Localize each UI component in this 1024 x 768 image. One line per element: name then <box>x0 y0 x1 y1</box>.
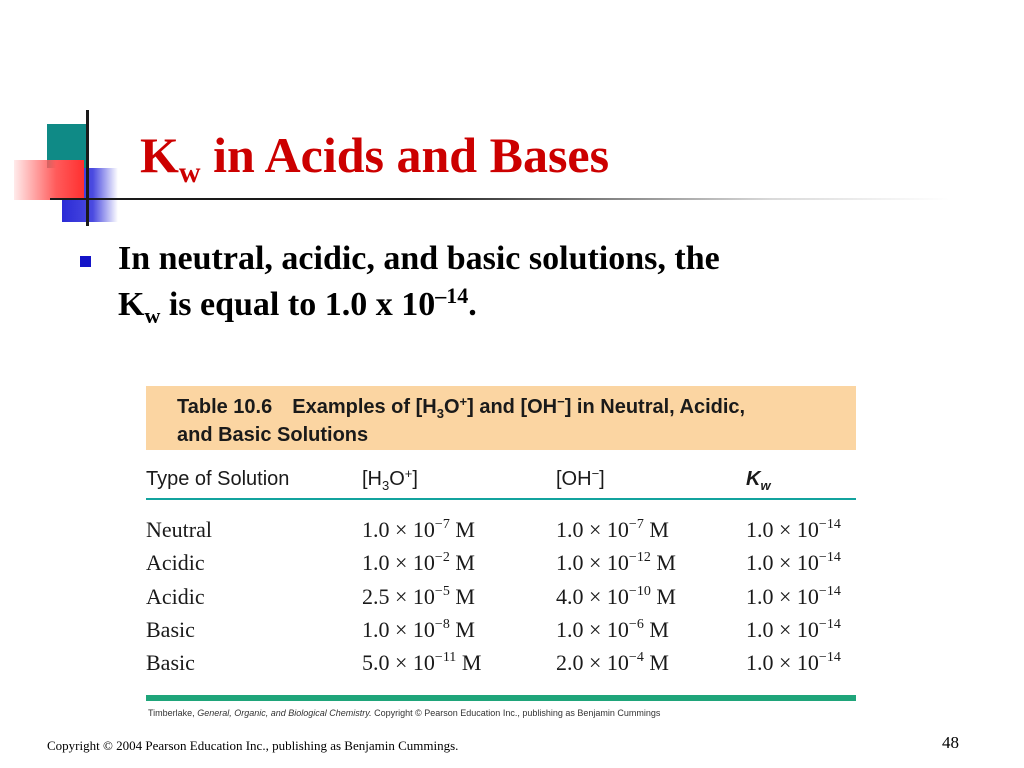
title-rest: in Acids and Bases <box>200 127 610 183</box>
table-caption-line-1: Table 10.6 Examples of $[H_3O^+]$ and [OH−] in Neutral, Acidic, <box>177 394 746 421</box>
title-subscript: w <box>178 156 201 189</box>
logo-square-red <box>14 160 84 200</box>
page-number: 48 <box>942 733 959 752</box>
cell-kw: $1.0 \times 10^{-14}$ <box>746 584 841 609</box>
table-bottom-rule <box>146 695 856 701</box>
footer-copyright: Copyright © 2004 Pearson Education Inc., publishing as Benjamin Cummings. <box>47 738 459 753</box>
column-header-h3o: $[H_3O^+]$ <box>362 466 418 493</box>
cell-type: Basic <box>146 617 195 642</box>
bullet-square-icon <box>80 256 91 267</box>
cell-type: Neutral <box>146 517 212 542</box>
title-underline <box>50 198 950 200</box>
cell-h3o: $1.0 \times 10^{-2}$ M <box>362 550 475 575</box>
slide-title <box>140 126 610 189</box>
table-credit: Timberlake, General, Organic, and Biological Chemistry. Copyright © Pearson Education Inc., publishing as Benjamin Cummings <box>148 708 661 718</box>
bullet-line-1: In neutral, acidic, and basic solutions, the <box>118 240 720 277</box>
cell-h3o: $1.0 \times 10^{-7}$ M <box>362 517 475 542</box>
cell-type: Acidic <box>146 550 205 575</box>
cell-oh: $4.0 \times 10^{-10}$ M <box>556 584 676 609</box>
column-header-kw: $K_w$ <box>746 468 771 493</box>
title-k: K <box>140 127 179 183</box>
logo-vertical-line <box>86 110 89 226</box>
table-caption <box>177 394 745 448</box>
cell-h3o: $2.5 \times 10^{-5}$ M <box>362 584 475 609</box>
cell-h3o: $5.0 \times 10^{-11}$ M <box>362 650 482 675</box>
cell-kw: $1.0 \times 10^{-14}$ <box>746 650 841 675</box>
header-rule <box>146 498 856 500</box>
cell-kw: $1.0 \times 10^{-14}$ <box>746 617 841 642</box>
column-header-type: Type of Solution <box>146 468 290 490</box>
cell-type: Acidic <box>146 584 205 609</box>
cell-oh: $2.0 \times 10^{-4}$ M <box>556 650 669 675</box>
cell-kw: $1.0 \times 10^{-14}$ <box>746 550 841 575</box>
bullet-line-2: $K_w$ is equal to 1.0 x $10^{-14}$. <box>118 283 477 328</box>
cell-type: Basic <box>146 650 195 675</box>
cell-oh: $1.0 \times 10^{-7}$ M <box>556 517 669 542</box>
table-caption-line-2: and Basic Solutions <box>177 424 369 446</box>
bullet-text <box>118 236 720 331</box>
cell-oh: $1.0 \times 10^{-12}$ M <box>556 550 676 575</box>
cell-oh: $1.0 \times 10^{-6}$ M <box>556 617 669 642</box>
cell-kw: $1.0 \times 10^{-14}$ <box>746 517 841 542</box>
column-header-oh: [OH−] <box>556 466 605 490</box>
cell-h3o: $1.0 \times 10^{-8}$ M <box>362 617 475 642</box>
